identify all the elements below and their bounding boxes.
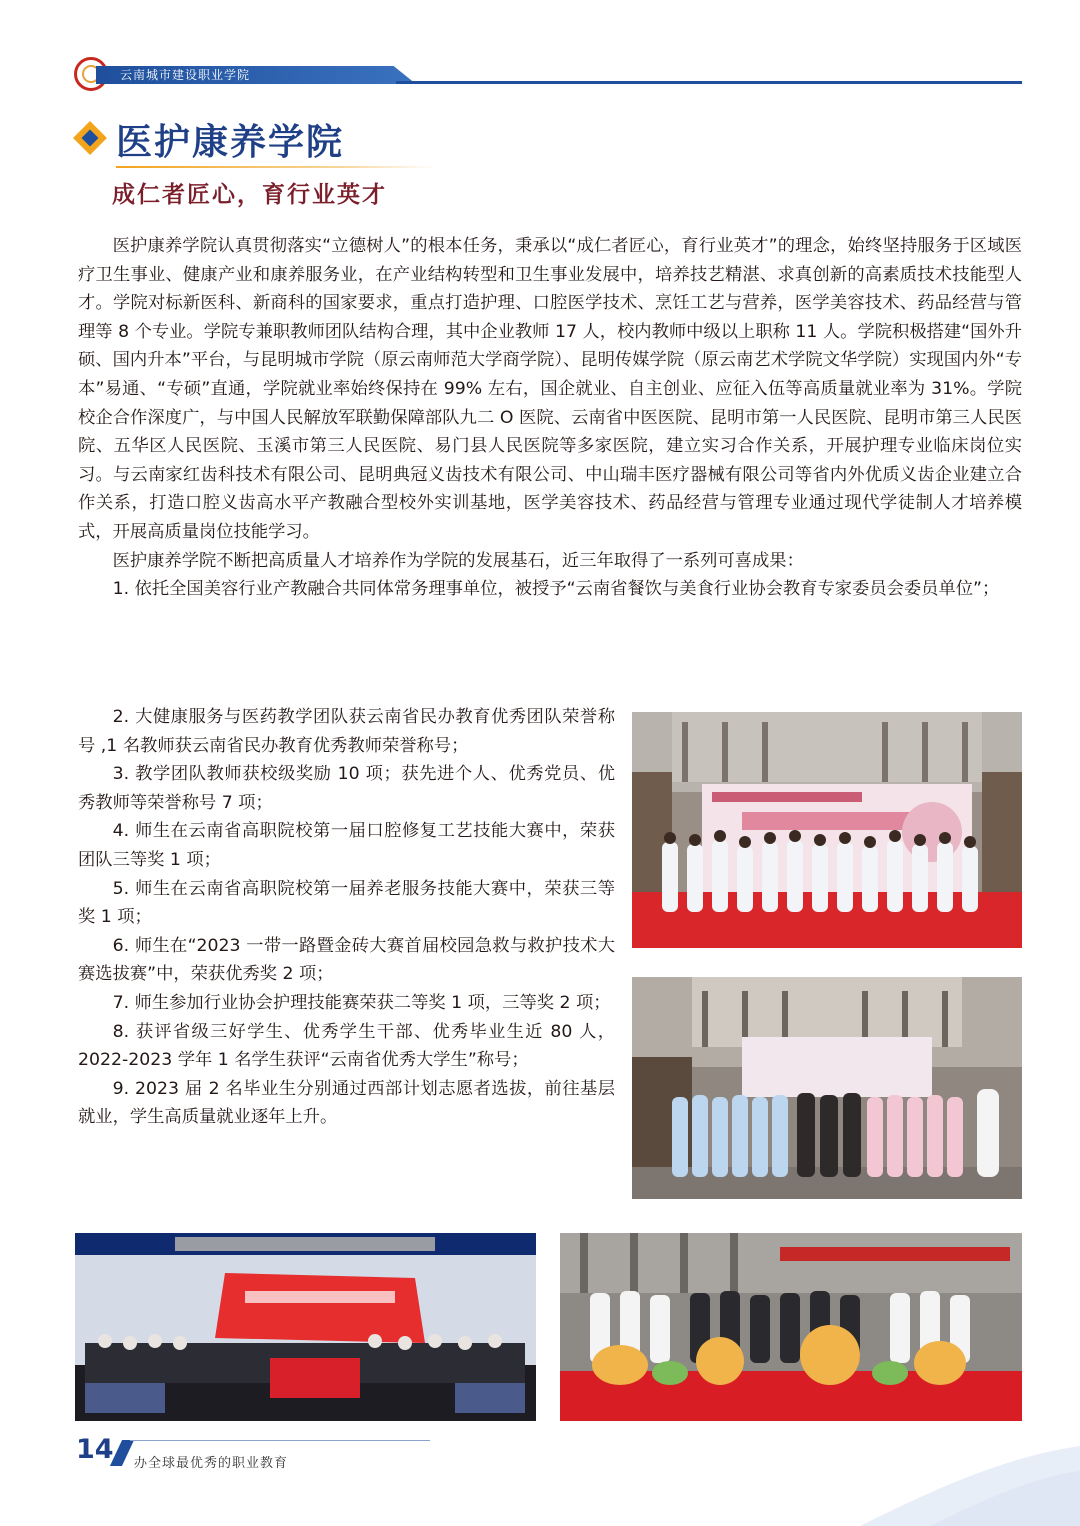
header-bar: [96, 66, 1022, 84]
achievement-item: 9. 2023 届 2 名毕业生分别通过西部计划志愿者选拔，前往基层就业，学生高质量就业逐年上升。: [78, 1078, 615, 1128]
photo-culinary-exhibit: [560, 1233, 1022, 1421]
photo-stage-flag: [75, 1233, 536, 1421]
page-number: 14: [76, 1434, 114, 1465]
page-subtitle: 成仁者匠心，育行业英才: [112, 182, 387, 208]
achievement-item: 2. 大健康服务与医药教学团队获云南省民办教育优秀团队荣誉称号 ,1 名教师获云南省民办教育优秀教师荣誉称号；: [78, 707, 615, 756]
school-name: 云南城市建设职业学院: [120, 68, 251, 82]
footer-slogan: 办全球最优秀的职业教育: [134, 1456, 289, 1471]
page-title: 医护康养学院: [116, 122, 345, 163]
corner-decoration: [820, 1416, 1080, 1526]
achievement-item: 5. 师生在云南省高职院校第一届养老服务技能大赛中，荣获三等奖 1 项；: [78, 878, 615, 928]
achievement-item: 7. 师生参加行业协会护理技能赛荣获二等奖 1 项，三等奖 2 项；: [112, 992, 611, 1013]
photo-nurses-stage: [632, 712, 1022, 948]
achievement-item: 4. 师生在云南省高职院校第一届口腔修复工艺技能大赛中，荣获团队三等奖 1 项；: [78, 821, 615, 870]
footer-divider: [130, 1440, 430, 1441]
achievement-item: 8. 获评省级三好学生、优秀学生干部、优秀毕业生近 80 人，2022-2023 学年 1 名学生获评“云南省优秀大学生”称号；: [78, 1021, 615, 1071]
photo-group-outdoor: [632, 977, 1022, 1199]
title-divider: [116, 166, 436, 168]
achievement-item: 6. 师生在“2023 一带一路暨金砖大赛首届校园急救与救护技术大赛选拔赛”中，荣获优秀奖 2 项；: [78, 935, 615, 985]
intro-section: [78, 232, 1022, 604]
intro-paragraph: 医护康养学院不断把高质量人才培养作为学院的发展基石，近三年取得了一系列可喜成果：: [112, 550, 804, 571]
achievement-item: 1. 依托全国美容行业产教融合共同体常务理事单位，被授予“云南省餐饮与美食行业协会教育专家委员会委员单位”；: [112, 579, 1000, 600]
intro-paragraph: 医护康养学院认真贯彻落实“立德树人”的根本任务，秉承以“成仁者匠心，育行业英才”的理念，始终坚持服务于区域医疗卫生事业、健康产业和康养服务业，在产业结构转型和卫生事业发展中，培养技艺精湛、求真创新的高素质技术技能型人才。学院对标新医科、新商科的国家要求，重点打造护理、口腔医学技术、烹饪工艺与营养，医学美容技术、药品经营与管理等 8 个专业。学院专兼职教师团队结构合理，其中企业教师 17 人，校内教师中级以上职称 11 人。学院积极搭建“国外升硕、国内升本”平台，与昆明城市学院（原云南师范大学商学院）、昆明传媒学院（原云南艺术学院文华学院）实现国内外“专本”易通、“专硕”直通，学院就业率始终保持在 99% 左右，国企就业、自主创业、应征入伍等高质量就业率为 31%。学院校企合作深度广，与中国人民解放军联勤保障部队九二 O 医院、云南省中医医院、昆明市第一人民医院、昆明市第三人民医院、五华区人民医院、玉溪市第三人民医院、易门县人民医院等多家医院，建立实习合作关系，开展护理专业临床岗位实习。与云南家红齿科技术有限公司、昆明典冠义齿技术有限公司、中山瑞丰医疗器械有限公司等省内外优质义齿企业建立合作关系，打造口腔义齿高水平产教融合型校外实训基地，医学美容技术、药品经营与管理专业通过现代学徒制人才培养模式，开展高质量岗位技能学习。: [78, 236, 1022, 542]
achievement-item: 3. 教学团队教师获校级奖励 10 项；获先进个人、优秀党员、优秀教师等荣誉称号 7 项；: [78, 764, 615, 813]
achievement-list: [78, 703, 615, 1132]
